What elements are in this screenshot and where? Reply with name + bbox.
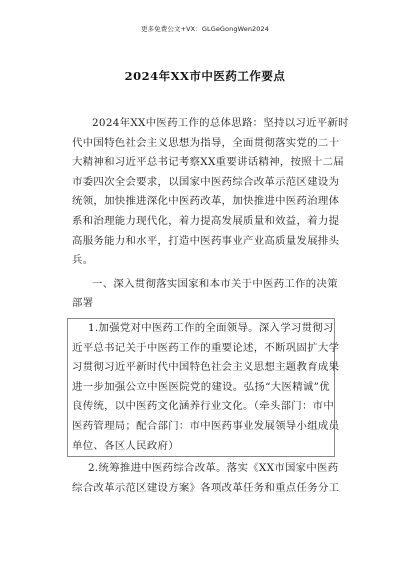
item-1-block [67, 318, 340, 457]
paragraph-line: 单位、各区人民政府） [72, 439, 179, 452]
paragraph-line: 综合改革示范区建设方案》各项改革任务和重点任务分工 [72, 481, 340, 494]
paragraph-line: 大精神和习近平总书记考察XX重要讲话精神，按照十二届 [72, 156, 344, 169]
paragraph-line: 高服务能力和水平，打造中医药事业产业高质量发展排头 [72, 234, 340, 247]
paragraph-line: 2.统筹推进中医药综合改革。落实《XX市国家中医药 [88, 462, 339, 475]
paragraph-intro [72, 114, 349, 271]
paragraph-line: 兵。 [72, 254, 94, 267]
paragraph-line: 近平总书记关于中医药工作的重要论述，不断巩固扩大学 [72, 341, 340, 354]
paragraph-line: 部署 [72, 297, 94, 310]
paragraph-line: 良传统，以中医药文化涵养行业文化。（牵头部门：市中 [72, 400, 335, 413]
paragraph-line: 进一步加强公立中医医院党的建设。弘扬“大医精诚”优 [72, 380, 330, 393]
paragraph-line: 代中国特色社会主义思想为指导，全面贯彻落实党的二十 [72, 136, 340, 149]
paragraph-line: 系和治理能力现代化，着力提高发展质量和效益，着力提 [72, 214, 340, 227]
paragraph-line: 一、深入贯彻落实国家和本市关于中医药工作的决策 [92, 277, 338, 290]
paragraph-line: 市委四次全会要求，以国家中医药综合改革示范区建设为 [72, 175, 340, 188]
document-body [72, 114, 349, 498]
section-heading-1 [72, 275, 338, 314]
paragraph-line: 1.加强党对中医药工作的全面领导。深入学习贯彻习 [88, 321, 334, 334]
paragraph-line: 习贯彻习近平新时代中国特色社会主义思想主题教育成果 [72, 361, 340, 374]
item-2-block [72, 459, 340, 498]
paragraph-line: 2024年XX中医药工作的总体思路：坚持以习近平新时 [92, 117, 349, 129]
paragraph-line: 统领，加快推进深化中医药改革，加快推进中医药治理体 [72, 195, 340, 208]
paragraph-line: 医药管理局；配合部门：市中医药事业发展领导小组成员 [72, 419, 340, 432]
header-note: 更多免费公文+VX：GLGeGongWen2024 [140, 25, 269, 33]
document-title: 2024年XX市中医药工作要点 [124, 69, 286, 83]
